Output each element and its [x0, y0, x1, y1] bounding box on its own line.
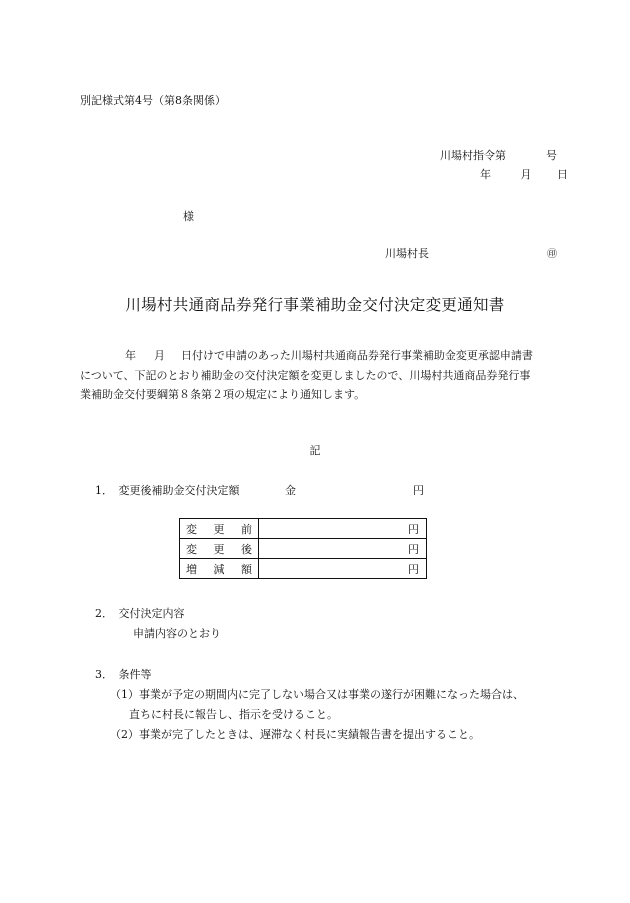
table-row	[180, 559, 427, 579]
issuer-name: 川場村長	[385, 247, 429, 260]
row-label-diff: 増減額	[180, 559, 259, 579]
body-month: 月	[154, 349, 165, 362]
row-label-after: 変更後	[180, 539, 259, 559]
body-paragraph	[80, 346, 564, 405]
item-1-label: 1． 変更後補助金交付決定額	[95, 484, 240, 497]
item-1	[95, 482, 424, 498]
seal-mark: ㊞	[547, 249, 557, 260]
date-day: 日	[557, 168, 568, 181]
form-number: 別記様式第4号（第8条関係）	[80, 94, 226, 107]
date-year: 年	[480, 168, 491, 181]
recipient-honorific: 様	[183, 210, 194, 223]
body-line-2: について、下記のとおり補助金の交付決定額を変更しましたので、川場村共通商品券発行事	[80, 368, 531, 382]
item-2-label: 2． 交付決定内容	[95, 607, 185, 620]
amount-table	[179, 518, 427, 579]
issue-number-suffix: 号	[546, 149, 557, 162]
item-1-yen: 円	[413, 484, 424, 497]
issue-number-label: 川場村指令第	[440, 149, 506, 162]
row-value-before: 円	[259, 519, 427, 539]
row-label-before: 変更前	[180, 519, 259, 539]
condition-2: （2）事業が完了したときは、遅滞なく村長に実績報告書を提出すること。	[110, 728, 480, 741]
body-line-1-text: 日付けで申請のあった川場村共通商品券発行事業補助金変更承認申請書	[181, 349, 533, 362]
body-year: 年	[125, 349, 136, 362]
body-line-1	[80, 346, 564, 366]
row-value-diff: 円	[259, 559, 427, 579]
document-title: 川場村共通商品券発行事業補助金交付決定変更通知書	[125, 296, 505, 314]
body-line-3: 業補助金交付要綱第８条第２項の規定により通知します。	[80, 388, 366, 401]
row-value-after: 円	[259, 539, 427, 559]
date-month: 月	[520, 168, 532, 181]
item-2-content: 申請内容のとおり	[133, 627, 221, 640]
ki-heading: 記	[309, 444, 321, 457]
issue-number	[440, 147, 557, 163]
item-3-label: 3． 条件等	[95, 668, 152, 681]
table-row	[180, 519, 427, 539]
condition-1-line-1: （1）事業が予定の期間内に完了しない場合又は事業の遂行が困難になった場合は、	[110, 688, 524, 701]
table-row	[180, 539, 427, 559]
issue-date	[480, 166, 568, 182]
condition-1-line-2: 直ちに村長に報告し、指示を受けること。	[129, 708, 338, 721]
item-1-kin: 金	[285, 484, 296, 497]
